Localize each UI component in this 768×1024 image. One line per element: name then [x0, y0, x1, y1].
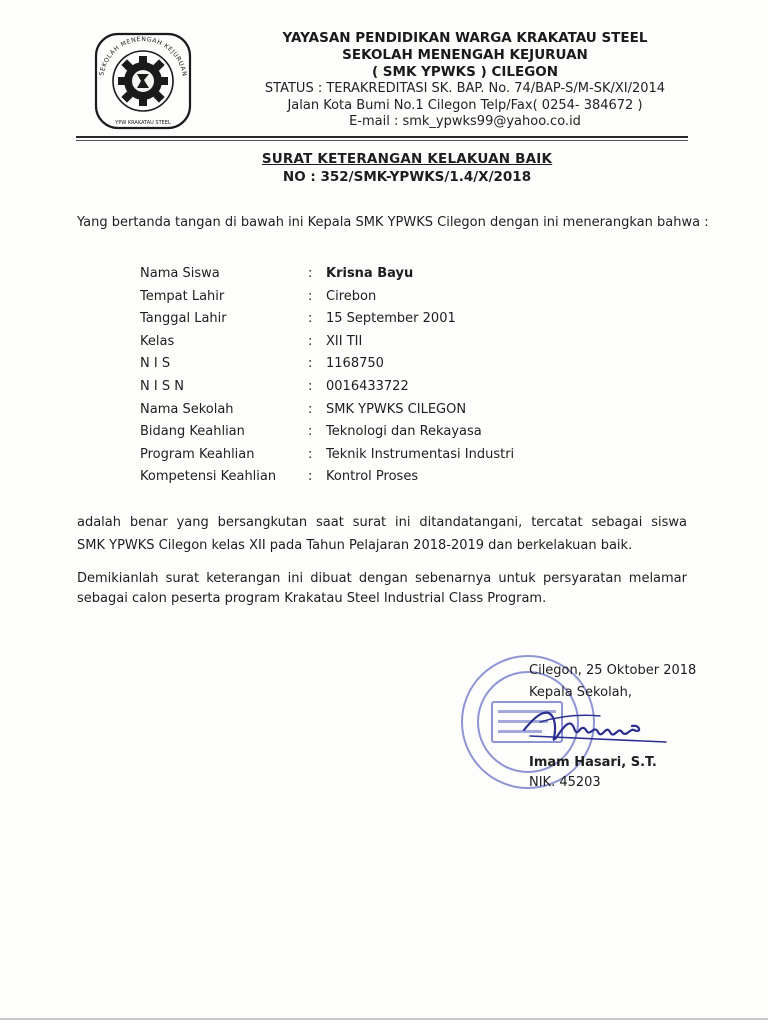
- field-row: [140, 309, 580, 332]
- paragraph-line: adalah benar yang bersangkutan saat surat ini ditandatangani, tercatat sebagai siswa: [77, 515, 687, 530]
- field-row: [140, 400, 580, 423]
- field-colon: :: [308, 446, 313, 462]
- page-bottom-edge: [0, 1018, 768, 1020]
- field-colon: :: [308, 333, 313, 349]
- field-label: Kompetensi Keahlian: [140, 469, 277, 485]
- field-colon: :: [308, 378, 313, 394]
- field-colon: :: [308, 356, 313, 372]
- field-value: Cirebon: [326, 288, 377, 304]
- school-email: E-mail : smk_ypwks99@yahoo.co.id: [349, 114, 581, 129]
- field-row: [140, 445, 580, 468]
- letterhead-divider-thin: [76, 140, 688, 141]
- field-label: N I S: [140, 356, 171, 372]
- field-label: Tempat Lahir: [140, 288, 225, 304]
- field-value: XII TII: [326, 333, 363, 349]
- school-name: SEKOLAH MENENGAH KEJURUAN: [342, 47, 588, 63]
- field-row: [140, 287, 580, 310]
- paragraph-line: Demikianlah surat keterangan ini dibuat dengan sebenarnya untuk persyaratan melamar: [77, 571, 687, 586]
- field-row: [140, 467, 580, 490]
- statement-paragraph: [77, 512, 687, 557]
- field-colon: :: [308, 266, 313, 281]
- field-row: [140, 332, 580, 355]
- place-date: Cilegon, 25 Oktober 2018: [529, 663, 697, 678]
- student-details: [140, 264, 580, 490]
- field-label: Nama Sekolah: [140, 401, 234, 417]
- logo-bottom-text: YPW KRAKATAU STEEL: [115, 120, 171, 126]
- school-logo: [92, 30, 194, 132]
- field-colon: :: [308, 424, 313, 440]
- field-label: Tanggal Lahir: [140, 311, 227, 327]
- foundation-name: YAYASAN PENDIDIKAN WARGA KRAKATAU STEEL: [282, 30, 648, 46]
- field-value: SMK YPWKS CILEGON: [326, 401, 467, 417]
- letterhead: [230, 30, 700, 131]
- field-label: Kelas: [140, 333, 175, 349]
- logo-ring-text: SEKOLAH MENENGAH KEJURUAN: [98, 35, 188, 78]
- school-short-name: ( SMK YPWKS ) CILEGON: [371, 64, 559, 80]
- signer-role: Kepala Sekolah,: [529, 685, 633, 700]
- student-name: Krisna Bayu: [326, 266, 414, 281]
- school-address: Jalan Kota Bumi No.1 Cilegon Telp/Fax( 0254- 384672 ): [287, 97, 643, 113]
- field-colon: :: [308, 311, 313, 327]
- signature-block: [529, 660, 697, 790]
- paragraph-line: SMK YPWKS Cilegon kelas XII pada Tahun Pelajaran 2018-2019 dan berkelakuan baik.: [77, 537, 633, 553]
- signature-mark: [520, 700, 670, 756]
- signer-nik: NIK. 45203: [529, 775, 601, 790]
- field-row: [140, 377, 580, 400]
- field-colon: :: [308, 288, 313, 304]
- field-value: 0016433722: [326, 378, 409, 394]
- intro-sentence: Yang bertanda tangan di bawah ini Kepala SMK YPWKS Cilegon dengan ini menerangkan bahwa :: [77, 215, 709, 230]
- field-colon: :: [308, 469, 313, 485]
- field-value: Teknologi dan Rekayasa: [326, 424, 482, 440]
- field-label: Bidang Keahlian: [140, 424, 245, 440]
- field-row: [140, 422, 580, 445]
- field-row: [140, 354, 580, 377]
- field-label: Program Keahlian: [140, 446, 255, 462]
- document-title: SURAT KETERANGAN KELAKUAN BAIK: [261, 151, 553, 167]
- document-number: NO : 352/SMK-YPWKS/1.4/X/2018: [282, 169, 532, 185]
- closing-paragraph: [77, 569, 687, 609]
- field-label: N I S N: [140, 378, 184, 394]
- letterhead-divider: [76, 136, 688, 138]
- signer-name: Imam Hasari, S.T.: [529, 755, 657, 770]
- accreditation-status: STATUS : TERAKREDITASI SK. BAP. No. 74/BAP-S/M-SK/XI/2014: [264, 81, 666, 96]
- document-heading: [180, 150, 634, 186]
- field-row: [140, 264, 580, 287]
- field-label: Nama Siswa: [140, 266, 220, 281]
- field-colon: :: [308, 401, 313, 417]
- field-value: 1168750: [326, 356, 384, 372]
- field-value: Kontrol Proses: [326, 469, 419, 485]
- field-value: Teknik Instrumentasi Industri: [326, 446, 515, 462]
- field-value: 15 September 2001: [326, 311, 456, 327]
- paragraph-line: sebagai calon peserta program Krakatau Steel Industrial Class Program.: [77, 591, 547, 606]
